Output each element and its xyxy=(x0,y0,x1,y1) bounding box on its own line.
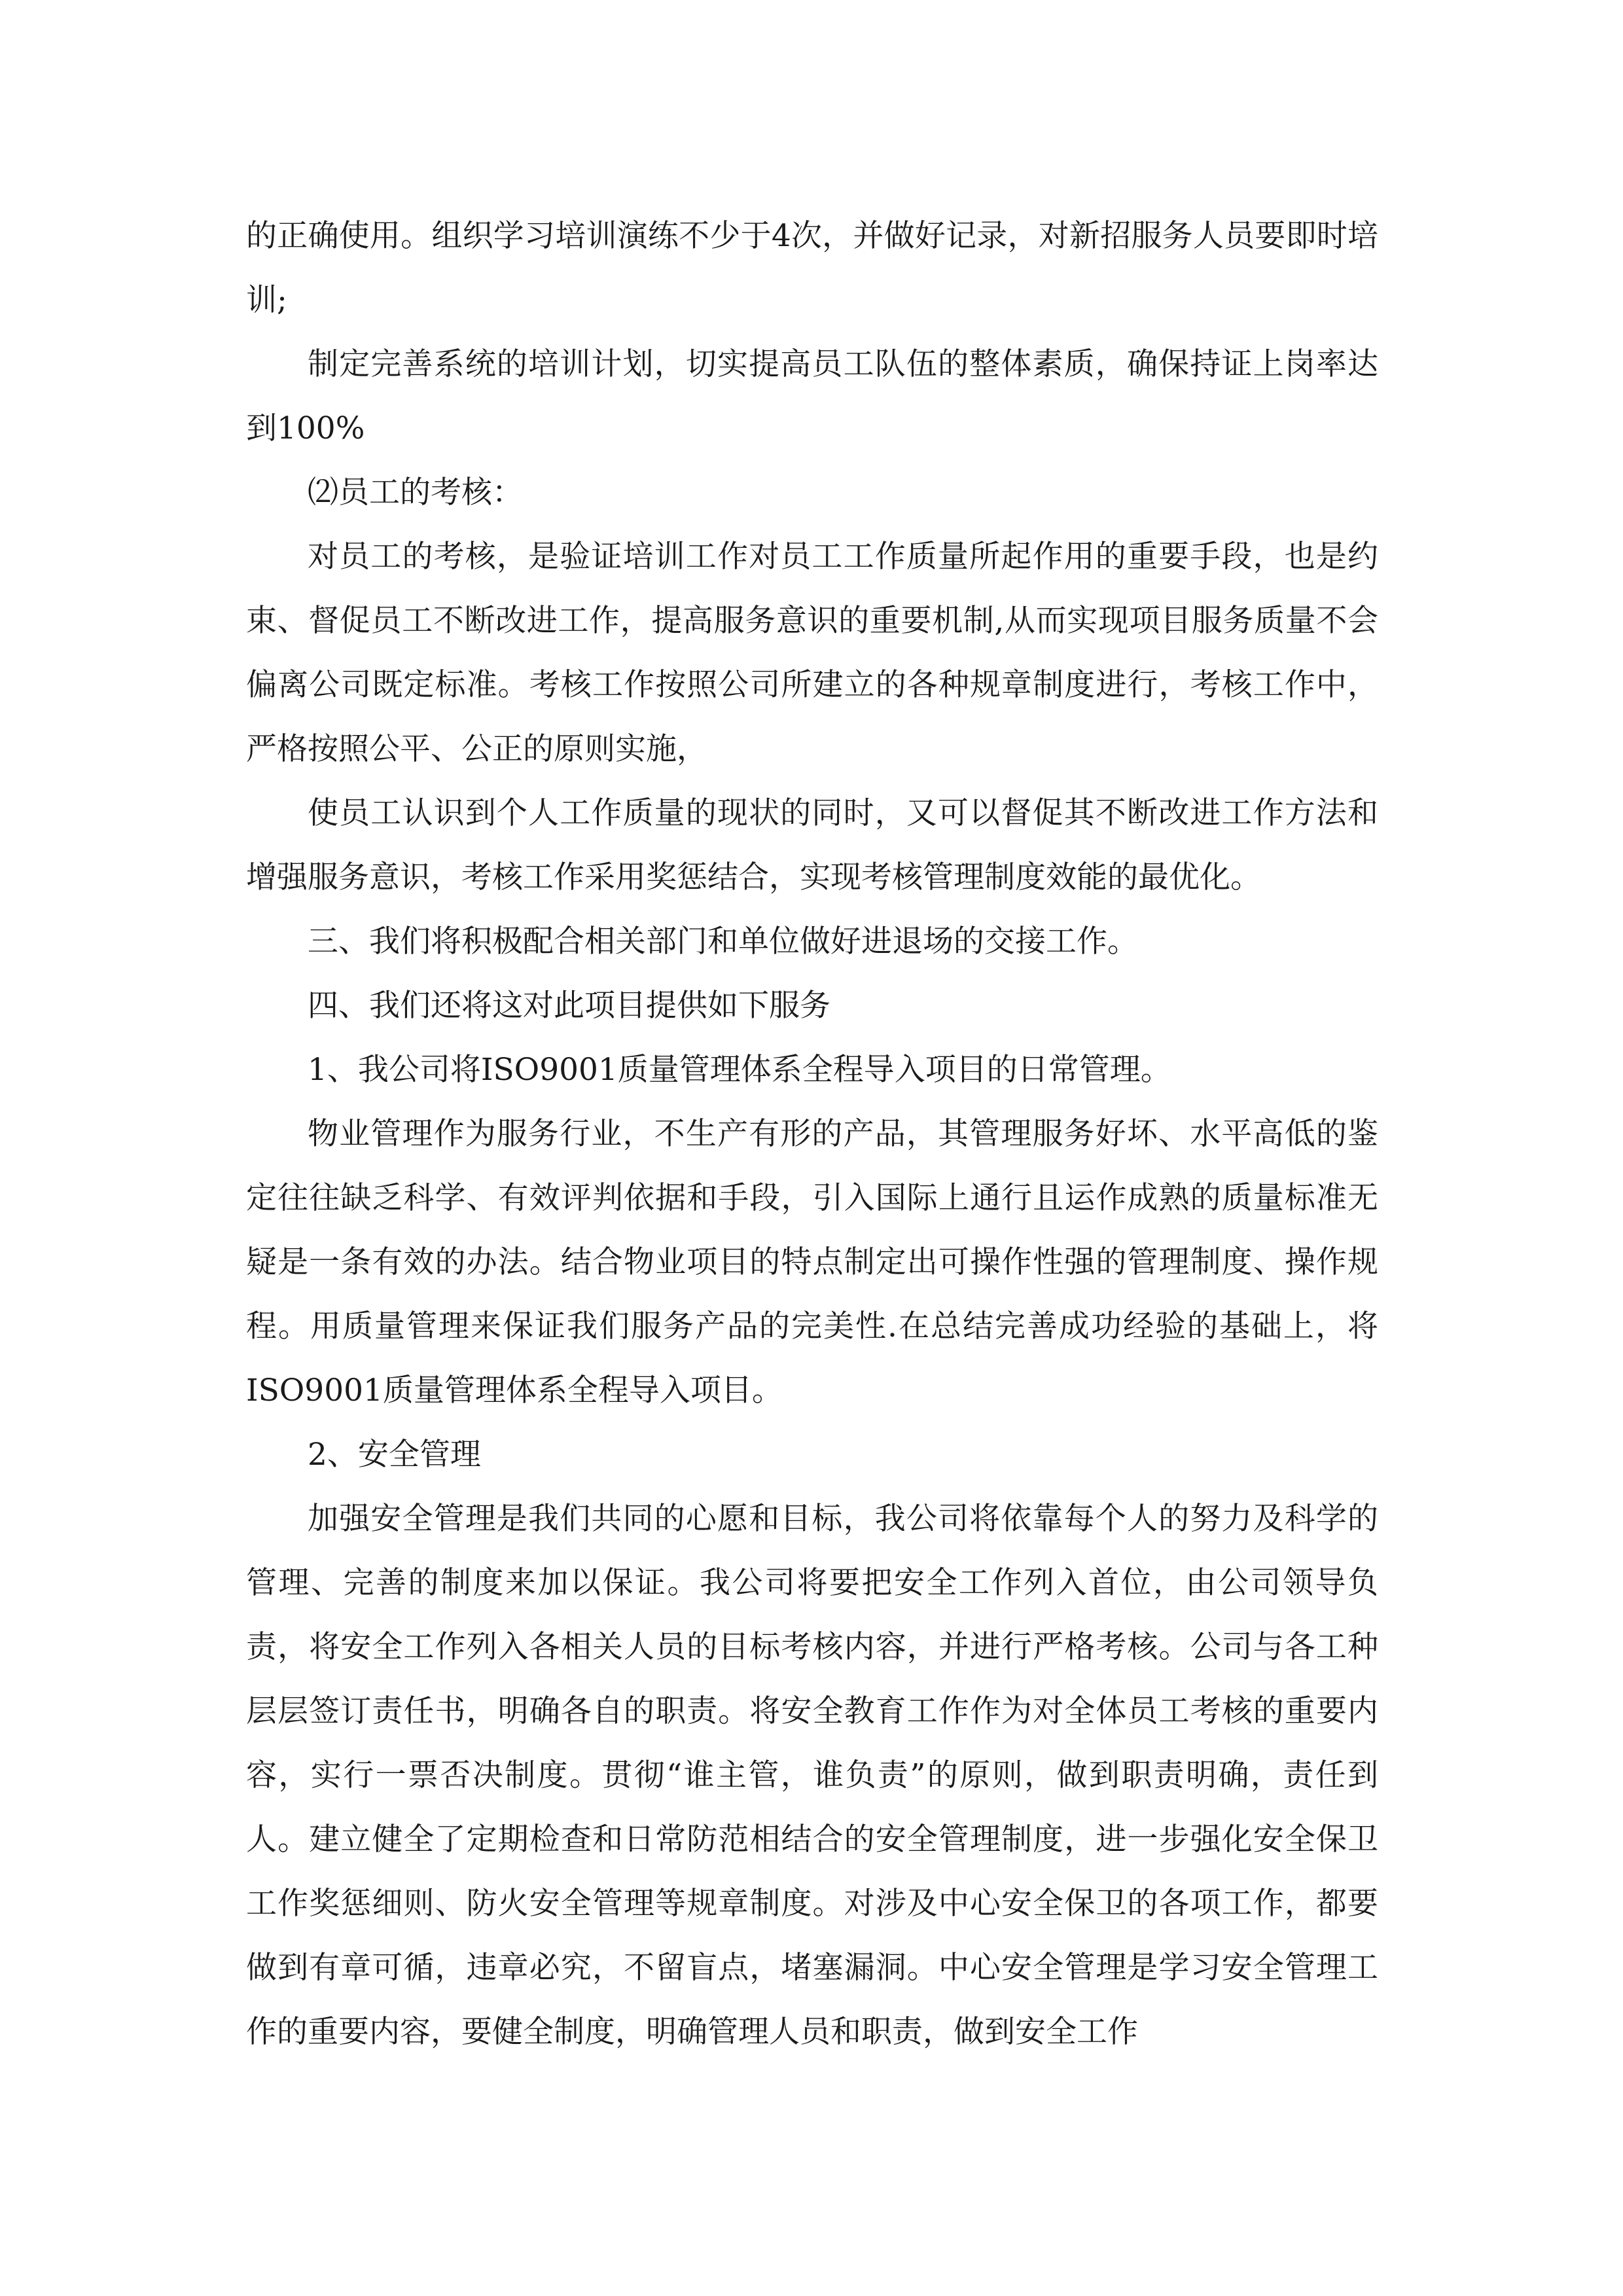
paragraph: 对员工的考核，是验证培训工作对员工工作质量所起作用的重要手段，也是约束、督促员工不断改进工作，提高服务意识的重要机制,从而实现项目服务质量不会偏离公司既定标准。考核工作按照公司所建立的各种规章制度进行，考核工作中，严格按照公平、公正的原则实施， xyxy=(246,539,1378,767)
paragraph: 的正确使用。组织学习培训演练不少于4次，并做好记录，对新招服务人员要即时培训; xyxy=(246,218,1378,318)
section-heading: ⑵员工的考核： xyxy=(308,475,523,511)
section-heading: 四、我们还将这对此项目提供如下服务 xyxy=(308,988,830,1024)
paragraph: 使员工认识到个人工作质量的现状的同时，又可以督促其不断改进工作方法和增强服务意识，考核工作采用奖惩结合，实现考核管理制度效能的最优化。 xyxy=(246,795,1378,895)
section-heading: 2、安全管理 xyxy=(308,1437,481,1473)
paragraph: 物业管理作为服务行业，不生产有形的产品，其管理服务好坏、水平高低的鉴定往往缺乏科学、有效评判依据和手段，引入国际上通行且运作成熟的质量标准无疑是一条有效的办法。结合物业项目的特点制定出可操作性强的管理制度、操作规程。用质量管理来保证我们服务产品的完美性.在总结完善成功经验的基础上，将ISO9001质量管理体系全程导入项目。 xyxy=(246,1116,1378,1408)
section-heading: 1、我公司将ISO9001质量管理体系全程导入项目的日常管理。 xyxy=(308,1052,1171,1088)
paragraph: 制定完善系统的培训计划，切实提高员工队伍的整体素质，确保持证上岗率达到100% xyxy=(246,346,1378,446)
document-body xyxy=(246,204,1378,2064)
section-heading: 三、我们将积极配合相关部门和单位做好进退场的交接工作。 xyxy=(308,924,1138,960)
paragraph: 加强安全管理是我们共同的心愿和目标，我公司将依靠每个人的努力及科学的管理、完善的制度来加以保证。我公司将要把安全工作列入首位，由公司领导负责，将安全工作列入各相关人员的目标考核内容，并进行严格考核。公司与各工种层层签订责任书，明确各自的职责。将安全教育工作作为对全体员工考核的重要内容，实行一票否决制度。贯彻“谁主管，谁负责”的原则，做到职责明确，责任到人。建立健全了定期检查和日常防范相结合的安全管理制度，进一步强化安全保卫工作奖惩细则、防火安全管理等规章制度。对涉及中心安全保卫的各项工作，都要做到有章可循，违章必究，不留盲点，堵塞漏洞。中心安全管理是学习安全管理工作的重要内容，要健全制度，明确管理人员和职责，做到安全工作 xyxy=(246,1501,1378,2050)
